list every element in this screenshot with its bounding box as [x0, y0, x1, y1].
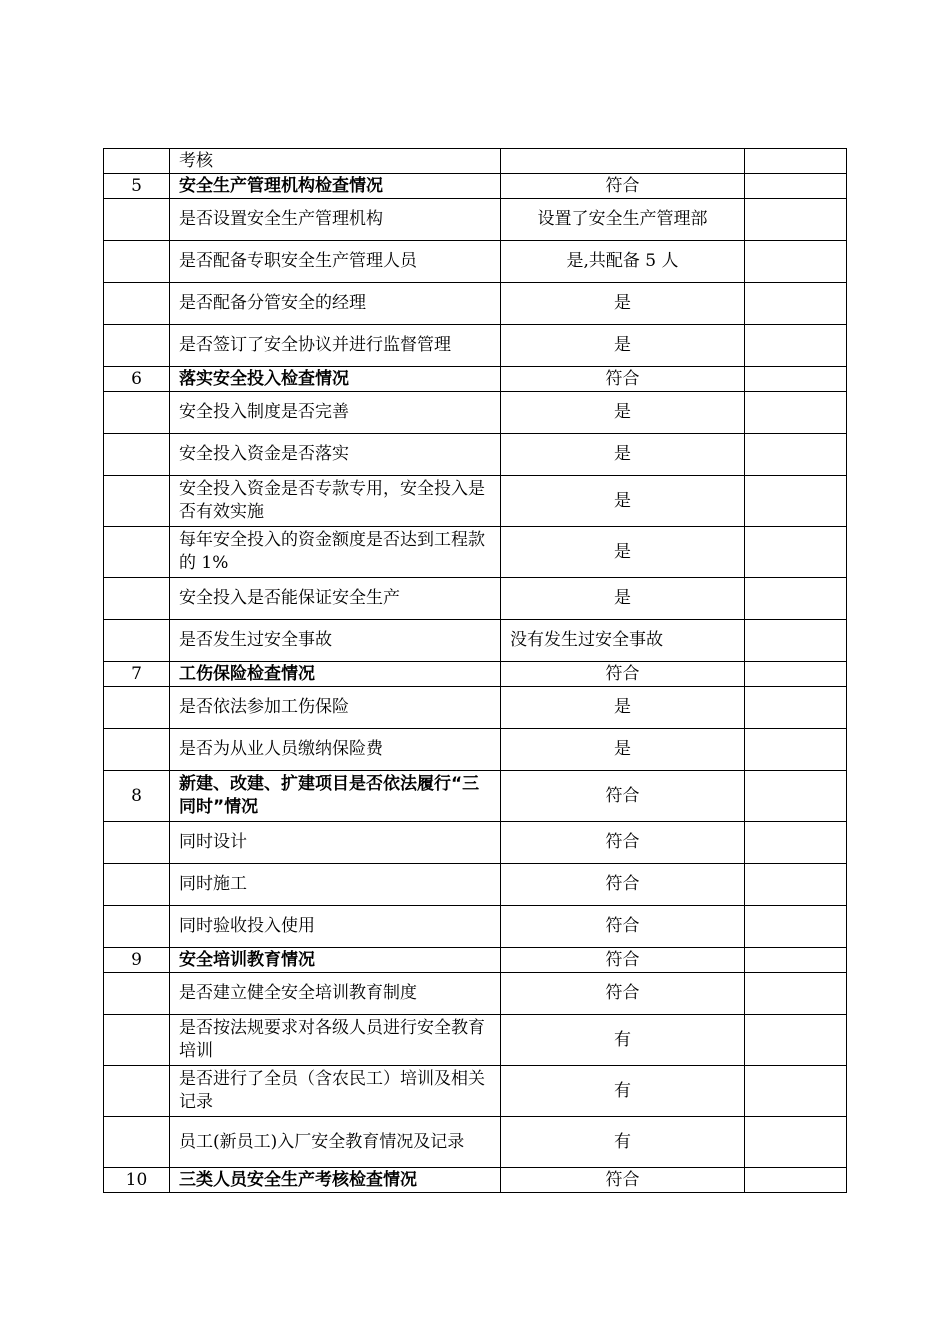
row-number-cell: 5	[104, 174, 170, 199]
result-cell: 是	[501, 527, 745, 578]
result-cell: 是	[501, 434, 745, 476]
category-row	[104, 367, 847, 392]
result-cell: 没有发生过安全事故	[501, 620, 745, 662]
check-item-row	[104, 864, 847, 906]
row-number-cell	[104, 864, 170, 906]
remark-cell	[745, 392, 847, 434]
check-item-cell: 每年安全投入的资金额度是否达到工程款的 1%	[170, 527, 501, 578]
result-cell: 符合	[501, 864, 745, 906]
inspection-table-body	[104, 149, 847, 1193]
remark-cell	[745, 822, 847, 864]
row-number-cell: 10	[104, 1168, 170, 1193]
check-item-cell: 是否进行了全员（含农民工）培训及相关记录	[170, 1066, 501, 1117]
check-item-cell: 是否发生过安全事故	[170, 620, 501, 662]
check-item-row	[104, 822, 847, 864]
remark-cell	[745, 1015, 847, 1066]
remark-cell	[745, 149, 847, 174]
result-cell: 符合	[501, 367, 745, 392]
remark-cell	[745, 1066, 847, 1117]
check-item-row	[104, 687, 847, 729]
row-number-cell	[104, 476, 170, 527]
result-cell: 是	[501, 476, 745, 527]
check-item-cell: 安全投入是否能保证安全生产	[170, 578, 501, 620]
remark-cell	[745, 367, 847, 392]
remark-cell	[745, 241, 847, 283]
row-number-cell	[104, 149, 170, 174]
result-cell: 符合	[501, 771, 745, 822]
row-number-cell: 8	[104, 771, 170, 822]
check-item-row	[104, 434, 847, 476]
remark-cell	[745, 729, 847, 771]
check-item-cell: 是否依法参加工伤保险	[170, 687, 501, 729]
remark-cell	[745, 864, 847, 906]
remark-cell	[745, 1168, 847, 1193]
row-number-cell	[104, 1066, 170, 1117]
result-cell: 符合	[501, 822, 745, 864]
category-row	[104, 662, 847, 687]
category-row	[104, 771, 847, 822]
check-item-cell: 是否建立健全安全培训教育制度	[170, 973, 501, 1015]
row-number-cell	[104, 434, 170, 476]
result-cell: 符合	[501, 906, 745, 948]
remark-cell	[745, 1117, 847, 1168]
inspection-table	[103, 148, 847, 1193]
row-number-cell: 7	[104, 662, 170, 687]
result-cell: 是	[501, 283, 745, 325]
result-cell: 是,共配备 5 人	[501, 241, 745, 283]
category-row	[104, 1168, 847, 1193]
remark-cell	[745, 948, 847, 973]
remark-cell	[745, 174, 847, 199]
remark-cell	[745, 620, 847, 662]
check-item-row	[104, 1066, 847, 1117]
check-item-cell: 同时设计	[170, 822, 501, 864]
category-title-cell: 工伤保险检查情况	[170, 662, 501, 687]
row-number-cell	[104, 527, 170, 578]
row-number-cell	[104, 199, 170, 241]
category-row	[104, 948, 847, 973]
check-item-cell: 同时施工	[170, 864, 501, 906]
remark-cell	[745, 476, 847, 527]
row-number-cell	[104, 1117, 170, 1168]
result-cell: 设置了安全生产管理部	[501, 199, 745, 241]
remark-cell	[745, 325, 847, 367]
row-number-cell	[104, 973, 170, 1015]
remark-cell	[745, 199, 847, 241]
check-item-row	[104, 906, 847, 948]
check-item-cell: 安全投入制度是否完善	[170, 392, 501, 434]
result-cell: 有	[501, 1066, 745, 1117]
row-number-cell	[104, 241, 170, 283]
check-item-cell: 是否签订了安全协议并进行监督管理	[170, 325, 501, 367]
check-item-row	[104, 620, 847, 662]
remark-cell	[745, 906, 847, 948]
check-item-cell: 是否按法规要求对各级人员进行安全教育培训	[170, 1015, 501, 1066]
remark-cell	[745, 434, 847, 476]
check-item-cell: 是否设置安全生产管理机构	[170, 199, 501, 241]
remark-cell	[745, 662, 847, 687]
result-cell: 有	[501, 1117, 745, 1168]
check-item-cell: 是否为从业人员缴纳保险费	[170, 729, 501, 771]
row-number-cell	[104, 325, 170, 367]
check-item-cell: 是否配备专职安全生产管理人员	[170, 241, 501, 283]
category-title-cell: 安全培训教育情况	[170, 948, 501, 973]
remark-cell	[745, 283, 847, 325]
row-number-cell	[104, 620, 170, 662]
check-item-row	[104, 241, 847, 283]
result-cell	[501, 149, 745, 174]
row-number-cell	[104, 392, 170, 434]
result-cell: 是	[501, 729, 745, 771]
check-item-row	[104, 527, 847, 578]
check-item-row	[104, 1015, 847, 1066]
category-row	[104, 174, 847, 199]
check-item-cell: 安全投入资金是否专款专用，安全投入是否有效实施	[170, 476, 501, 527]
result-cell: 有	[501, 1015, 745, 1066]
check-item-row	[104, 325, 847, 367]
check-item-cell: 同时验收投入使用	[170, 906, 501, 948]
result-cell: 符合	[501, 1168, 745, 1193]
row-number-cell: 6	[104, 367, 170, 392]
category-title-cell: 三类人员安全生产考核检查情况	[170, 1168, 501, 1193]
remark-cell	[745, 527, 847, 578]
result-cell: 是	[501, 578, 745, 620]
remark-cell	[745, 578, 847, 620]
check-item-row	[104, 392, 847, 434]
check-item-row	[104, 149, 847, 174]
row-number-cell: 9	[104, 948, 170, 973]
result-cell: 符合	[501, 174, 745, 199]
row-number-cell	[104, 687, 170, 729]
row-number-cell	[104, 729, 170, 771]
check-item-row	[104, 729, 847, 771]
result-cell: 是	[501, 325, 745, 367]
remark-cell	[745, 687, 847, 729]
row-number-cell	[104, 906, 170, 948]
check-item-row	[104, 578, 847, 620]
result-cell: 是	[501, 687, 745, 729]
category-title-cell: 新建、改建、扩建项目是否依法履行“三同时”情况	[170, 771, 501, 822]
row-number-cell	[104, 1015, 170, 1066]
check-item-row	[104, 973, 847, 1015]
result-cell: 是	[501, 392, 745, 434]
check-item-row	[104, 1117, 847, 1168]
check-item-cell: 安全投入资金是否落实	[170, 434, 501, 476]
row-number-cell	[104, 578, 170, 620]
row-number-cell	[104, 822, 170, 864]
row-number-cell	[104, 283, 170, 325]
result-cell: 符合	[501, 662, 745, 687]
category-title-cell: 安全生产管理机构检查情况	[170, 174, 501, 199]
check-item-row	[104, 283, 847, 325]
category-title-cell: 落实安全投入检查情况	[170, 367, 501, 392]
result-cell: 符合	[501, 973, 745, 1015]
remark-cell	[745, 771, 847, 822]
result-cell: 符合	[501, 948, 745, 973]
check-item-cell: 考核	[170, 149, 501, 174]
check-item-row	[104, 476, 847, 527]
check-item-cell: 员工(新员工)入厂安全教育情况及记录	[170, 1117, 501, 1168]
check-item-cell: 是否配备分管安全的经理	[170, 283, 501, 325]
check-item-row	[104, 199, 847, 241]
remark-cell	[745, 973, 847, 1015]
